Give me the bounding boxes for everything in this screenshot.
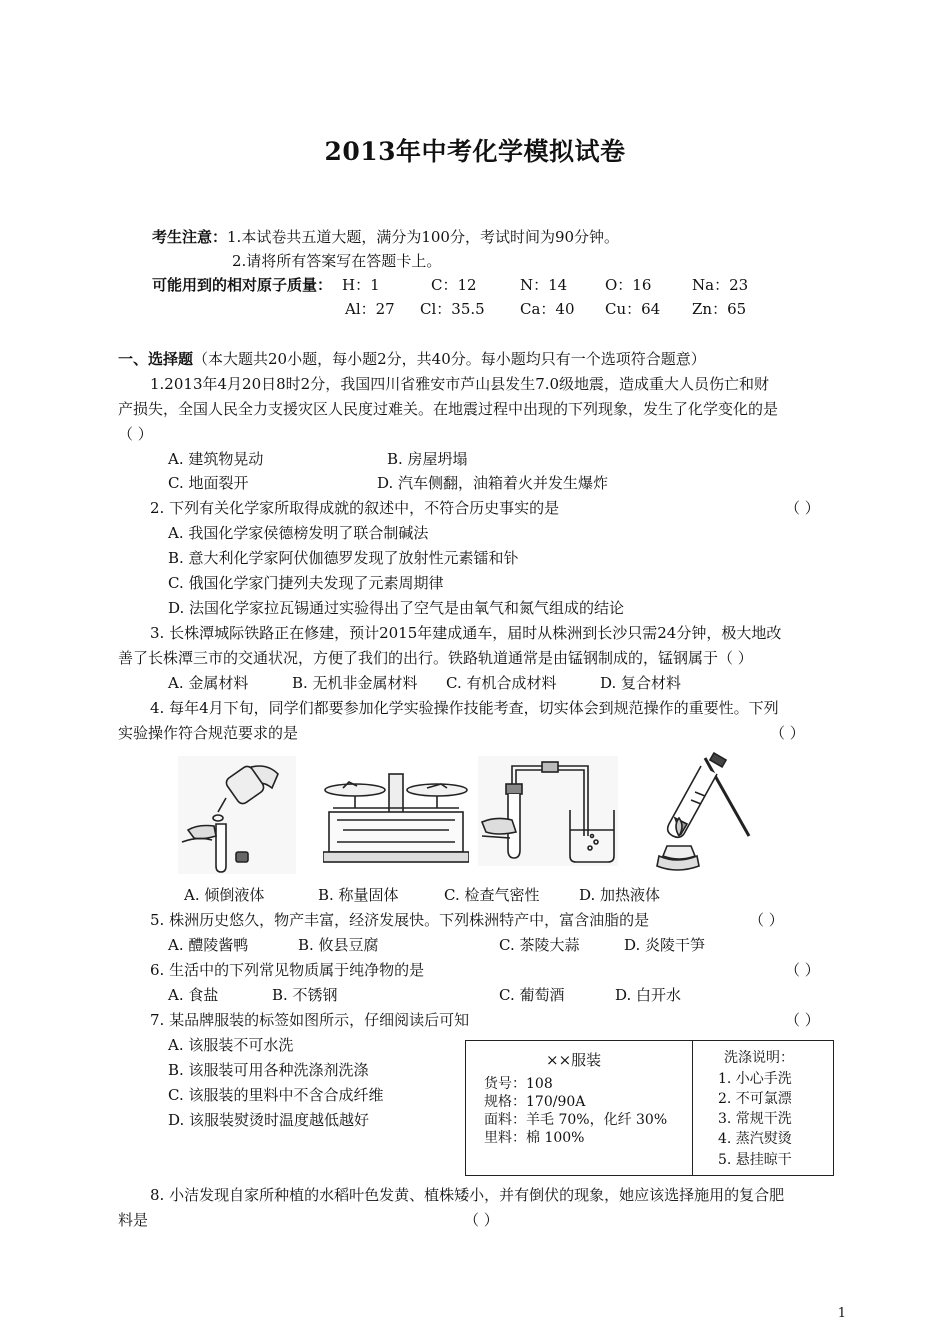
q4-line-1: 4. 每年4月下旬，同学们都要参加化学实验操作技能考查，切实体会到规范操作的重要性。下列: [150, 699, 779, 717]
q4-option-b: B. 称量固体: [318, 886, 399, 904]
atomic-al: Al：27: [345, 300, 395, 318]
airtight-check-figure: [478, 756, 618, 866]
q7-option-d: D. 该服装熨烫时温度越低越好: [168, 1111, 370, 1129]
atomic-ca: Ca：40: [520, 300, 575, 318]
q4-option-c: C. 检查气密性: [444, 886, 540, 904]
q5-option-b: B. 攸县豆腐: [298, 936, 379, 954]
q2-option-d: D. 法国化学家拉瓦锡通过实验得出了空气是由氧气和氮气组成的结论: [168, 599, 625, 617]
q4-paren: （ ）: [770, 724, 805, 742]
clothing-label-wash: [694, 1041, 833, 1175]
notice-label: 考生注意：: [152, 228, 228, 246]
page-title: 2013年中考化学模拟试卷: [324, 137, 626, 166]
q3-option-b: B. 无机非金属材料: [292, 674, 418, 692]
q5-option-d: D. 炎陵干笋: [624, 936, 706, 954]
q5-option-a: A. 醴陵酱鸭: [168, 936, 249, 954]
clothing-label-line: 规格：170/90A: [484, 1094, 586, 1110]
wash-title: 洗涤说明：: [724, 1050, 794, 1066]
q7-option-c: C. 该服装的里料中不含合成纤维: [168, 1086, 384, 1104]
q6-option-d: D. 白开水: [615, 986, 682, 1004]
q5-stem: 5. 株洲历史悠久，物产丰富，经济发展快。下列株洲特产中，富含油脂的是: [150, 911, 650, 929]
notice-text-1: 1.本试卷共五道大题，满分为100分，考试时间为90分钟。: [227, 228, 620, 246]
q4-option-d: D. 加热液体: [579, 886, 661, 904]
q6-paren: （ ）: [785, 961, 820, 979]
notice-line-2: 2.请将所有答案写在答题卡上。: [232, 252, 442, 270]
section-heading: [118, 347, 706, 371]
q7-stem: 7. 某品牌服装的标签如图所示，仔细阅读后可知: [150, 1011, 470, 1029]
q6-option-c: C. 葡萄酒: [499, 986, 565, 1004]
q1-paren: （ ）: [118, 425, 153, 443]
clothing-label-info: [466, 1041, 693, 1175]
clothing-label-line: 面料：羊毛 70%，化纤 30%: [484, 1112, 668, 1128]
q3-option-d: D. 复合材料: [600, 674, 682, 692]
clothing-label-title: ××服装: [546, 1051, 602, 1069]
wash-item: 3. 常规干洗: [718, 1111, 792, 1127]
atomic-c: C：12: [431, 276, 477, 294]
q5-option-c: C. 茶陵大蒜: [499, 936, 580, 954]
atomic-cu: Cu：64: [605, 300, 661, 318]
q2-stem: 2. 下列有关化学家所取得成就的叙述中，不符合历史事实的是: [150, 499, 560, 517]
q1-line-1: 1.2013年4月20日8时2分，我国四川省雅安市芦山县发生7.0级地震，造成重大人员伤亡和财: [150, 375, 770, 393]
atomic-cl: Cl：35.5: [420, 300, 485, 318]
q2-option-a: A. 我国化学家侯德榜发明了联合制碱法: [168, 524, 429, 542]
q8-line-2: 料是: [118, 1211, 149, 1229]
q2-option-c: C. 俄国化学家门捷列夫发现了元素周期律: [168, 574, 444, 592]
atomic-h: H：1: [342, 276, 380, 294]
wash-item: 1. 小心手洗: [718, 1071, 792, 1087]
q1-option-c: C. 地面裂开: [168, 474, 249, 492]
clothing-label: [465, 1040, 834, 1176]
wash-item: 2. 不可氯漂: [718, 1091, 792, 1107]
atomic-na: Na：23: [692, 276, 749, 294]
clothing-label-line: 里料：棉 100%: [484, 1130, 585, 1146]
atomic-n: N：14: [520, 276, 568, 294]
q3-option-c: C. 有机合成材料: [446, 674, 557, 692]
pouring-liquid-figure: [178, 756, 296, 874]
q6-option-b: B. 不锈钢: [272, 986, 338, 1004]
q2-paren: （ ）: [785, 499, 820, 517]
q8-line-1: 8. 小洁发现自家所种植的水稻叶色发黄、植株矮小，并有倒伏的现象，她应该选择施用的复合肥: [150, 1186, 785, 1204]
section-note: （本大题共20小题，每小题2分，共40分。每小题均只有一个选项符合题意）: [193, 350, 706, 368]
atomic-label: 可能用到的相对原子质量：: [152, 276, 333, 294]
q2-option-b: B. 意大利化学家阿伏伽德罗发现了放射性元素镭和钋: [168, 549, 519, 567]
balance-figure: [323, 768, 469, 868]
notice-line-1: [152, 225, 619, 249]
q4-option-a: A. 倾倒液体: [184, 886, 265, 904]
q1-line-2: 产损失，全国人民全力支援灾区人民度过难关。在地震过程中出现的下列现象，发生了化学变化的是: [118, 400, 779, 418]
q3-option-a: A. 金属材料: [168, 674, 249, 692]
q7-paren: （ ）: [785, 1011, 820, 1029]
wash-item: 4. 蒸汽熨烫: [718, 1131, 792, 1147]
q1-option-d: D. 汽车侧翻，油箱着火并发生爆炸: [377, 474, 609, 492]
atomic-o: O：16: [605, 276, 652, 294]
atomic-zn: Zn：65: [692, 300, 747, 318]
clothing-label-line: 货号：108: [484, 1076, 553, 1092]
q5-paren: （ ）: [749, 911, 784, 929]
q1-option-b: B. 房屋坍塌: [387, 450, 468, 468]
q6-option-a: A. 食盐: [168, 986, 219, 1004]
q1-option-a: A. 建筑物晃动: [168, 450, 264, 468]
q3-line-1: 3. 长株潭城际铁路正在修建，预计2015年建成通车，届时从株洲到长沙只需24分钟，极大地改: [150, 624, 782, 642]
q7-option-b: B. 该服装可用各种洗涤剂洗涤: [168, 1061, 369, 1079]
q4-line-2: 实验操作符合规范要求的是: [118, 724, 299, 742]
q6-stem: 6. 生活中的下列常见物质属于纯净物的是: [150, 961, 425, 979]
heating-liquid-figure: [645, 752, 765, 876]
page-number: 1: [837, 1306, 846, 1321]
q3-line-2: 善了长株潭三市的交通状况，方便了我们的出行。铁路轨道通常是由锰钢制成的，锰钢属于（ ）: [118, 649, 753, 667]
q8-paren: （ ）: [464, 1211, 499, 1229]
wash-item: 5. 悬挂晾干: [718, 1152, 792, 1168]
section-title: 一、选择题: [118, 350, 194, 368]
q7-option-a: A. 该服装不可水洗: [168, 1036, 294, 1054]
